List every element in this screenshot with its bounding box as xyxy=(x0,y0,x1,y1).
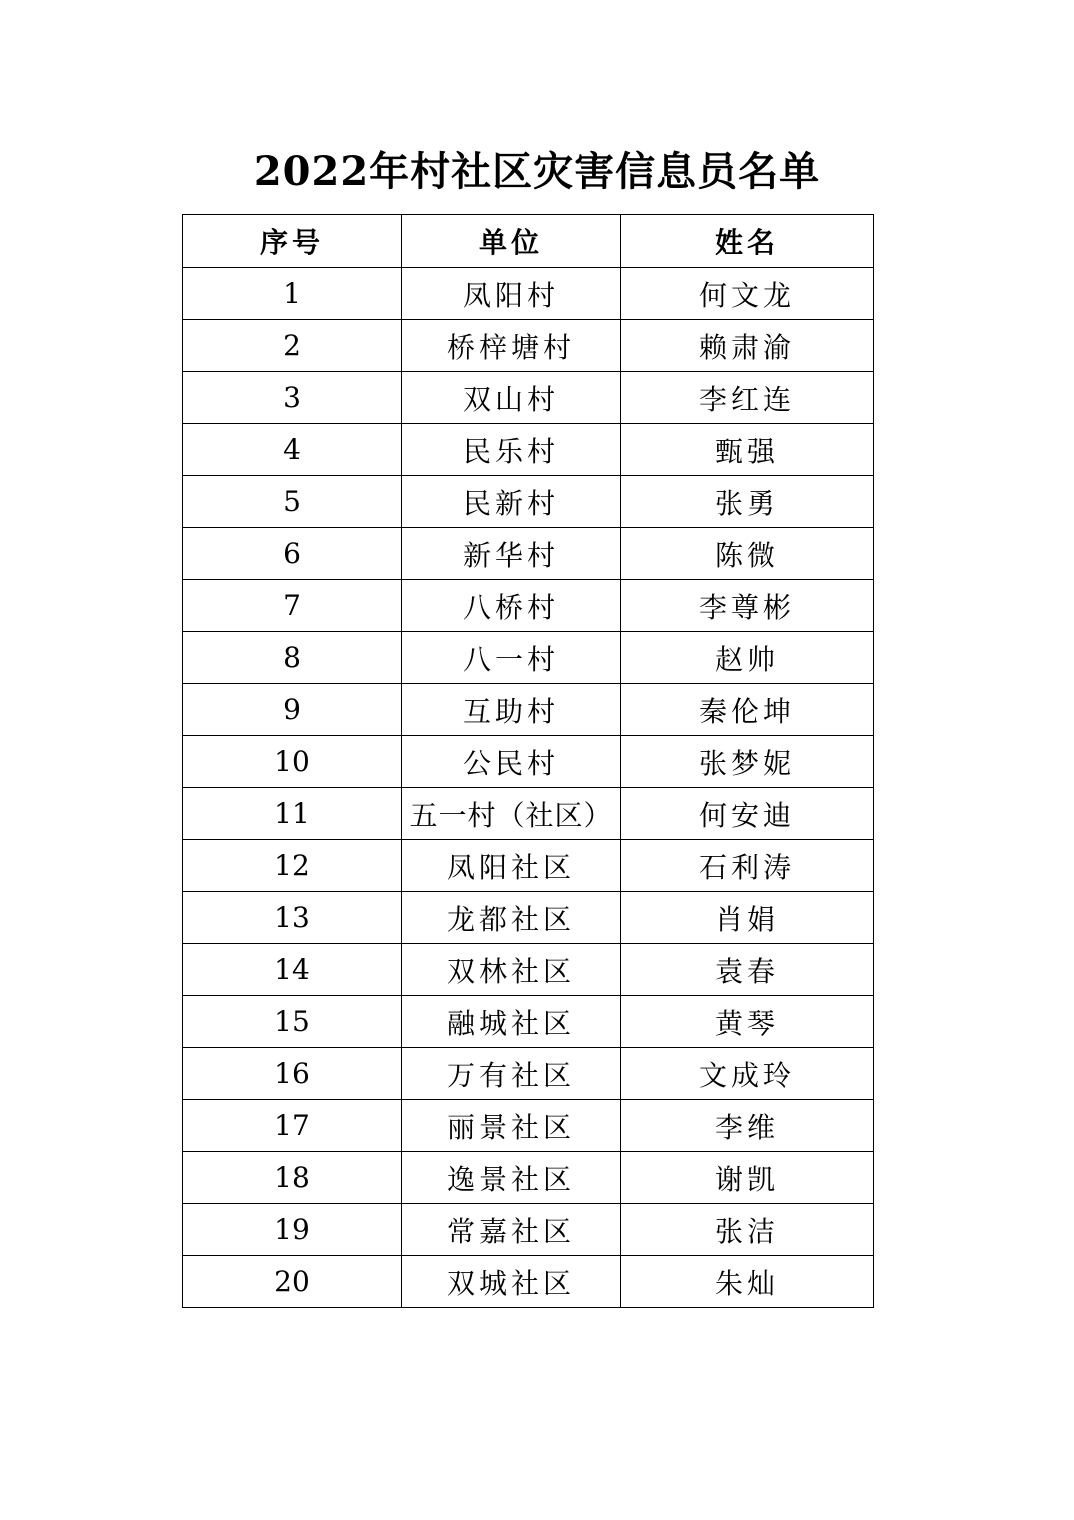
cell-serial-number: 20 xyxy=(183,1256,402,1308)
cell-name: 何安迪 xyxy=(621,788,874,840)
table-row xyxy=(183,528,874,580)
table-row xyxy=(183,996,874,1048)
cell-name: 张梦妮 xyxy=(621,736,874,788)
cell-unit: 八桥村 xyxy=(402,580,621,632)
table-row xyxy=(183,476,874,528)
cell-serial-number: 11 xyxy=(183,788,402,840)
cell-unit: 龙都社区 xyxy=(402,892,621,944)
header-unit: 单位 xyxy=(402,215,621,268)
cell-serial-number: 8 xyxy=(183,632,402,684)
cell-unit: 新华村 xyxy=(402,528,621,580)
cell-unit: 互助村 xyxy=(402,684,621,736)
cell-unit: 凤阳村 xyxy=(402,268,621,320)
cell-unit: 八一村 xyxy=(402,632,621,684)
cell-name: 陈微 xyxy=(621,528,874,580)
table-row xyxy=(183,1204,874,1256)
cell-serial-number: 5 xyxy=(183,476,402,528)
cell-serial-number: 19 xyxy=(183,1204,402,1256)
cell-name: 袁春 xyxy=(621,944,874,996)
cell-serial-number: 10 xyxy=(183,736,402,788)
table-row xyxy=(183,684,874,736)
header-serial-number: 序号 xyxy=(183,215,402,268)
cell-name: 谢凯 xyxy=(621,1152,874,1204)
table-row xyxy=(183,1152,874,1204)
cell-unit: 双林社区 xyxy=(402,944,621,996)
cell-unit: 公民村 xyxy=(402,736,621,788)
cell-name: 甄强 xyxy=(621,424,874,476)
cell-unit: 桥梓塘村 xyxy=(402,320,621,372)
cell-serial-number: 4 xyxy=(183,424,402,476)
cell-unit: 万有社区 xyxy=(402,1048,621,1100)
cell-serial-number: 14 xyxy=(183,944,402,996)
table-row xyxy=(183,1256,874,1308)
cell-unit: 双山村 xyxy=(402,372,621,424)
cell-unit: 民新村 xyxy=(402,476,621,528)
cell-unit: 民乐村 xyxy=(402,424,621,476)
cell-name: 李红连 xyxy=(621,372,874,424)
table-row xyxy=(183,580,874,632)
cell-name: 朱灿 xyxy=(621,1256,874,1308)
table-row xyxy=(183,632,874,684)
table-row xyxy=(183,1048,874,1100)
cell-name: 文成玲 xyxy=(621,1048,874,1100)
cell-unit: 融城社区 xyxy=(402,996,621,1048)
cell-serial-number: 12 xyxy=(183,840,402,892)
table-header-row xyxy=(183,215,874,268)
cell-unit: 五一村（社区） xyxy=(402,788,621,840)
table-row xyxy=(183,372,874,424)
cell-serial-number: 17 xyxy=(183,1100,402,1152)
cell-unit: 双城社区 xyxy=(402,1256,621,1308)
cell-serial-number: 9 xyxy=(183,684,402,736)
cell-serial-number: 18 xyxy=(183,1152,402,1204)
table-row xyxy=(183,944,874,996)
cell-name: 李尊彬 xyxy=(621,580,874,632)
cell-name: 张洁 xyxy=(621,1204,874,1256)
cell-name: 何文龙 xyxy=(621,268,874,320)
cell-serial-number: 6 xyxy=(183,528,402,580)
cell-serial-number: 15 xyxy=(183,996,402,1048)
cell-name: 黄琴 xyxy=(621,996,874,1048)
cell-unit: 丽景社区 xyxy=(402,1100,621,1152)
cell-serial-number: 2 xyxy=(183,320,402,372)
table-row xyxy=(183,788,874,840)
table-row xyxy=(183,1100,874,1152)
cell-name: 李维 xyxy=(621,1100,874,1152)
cell-name: 赵帅 xyxy=(621,632,874,684)
table-row xyxy=(183,424,874,476)
table-row xyxy=(183,840,874,892)
table-row xyxy=(183,736,874,788)
cell-name: 秦伦坤 xyxy=(621,684,874,736)
cell-name: 石利涛 xyxy=(621,840,874,892)
cell-name: 赖肃渝 xyxy=(621,320,874,372)
cell-serial-number: 1 xyxy=(183,268,402,320)
cell-name: 张勇 xyxy=(621,476,874,528)
cell-serial-number: 7 xyxy=(183,580,402,632)
cell-serial-number: 16 xyxy=(183,1048,402,1100)
cell-name: 肖娟 xyxy=(621,892,874,944)
header-name: 姓名 xyxy=(621,215,874,268)
table-row xyxy=(183,892,874,944)
document-title: 2022年村社区灾害信息员名单 xyxy=(253,148,821,195)
table-row xyxy=(183,320,874,372)
roster-table xyxy=(182,214,874,1308)
cell-serial-number: 13 xyxy=(183,892,402,944)
cell-unit: 逸景社区 xyxy=(402,1152,621,1204)
cell-unit: 常嘉社区 xyxy=(402,1204,621,1256)
cell-unit: 凤阳社区 xyxy=(402,840,621,892)
cell-serial-number: 3 xyxy=(183,372,402,424)
table-row xyxy=(183,268,874,320)
